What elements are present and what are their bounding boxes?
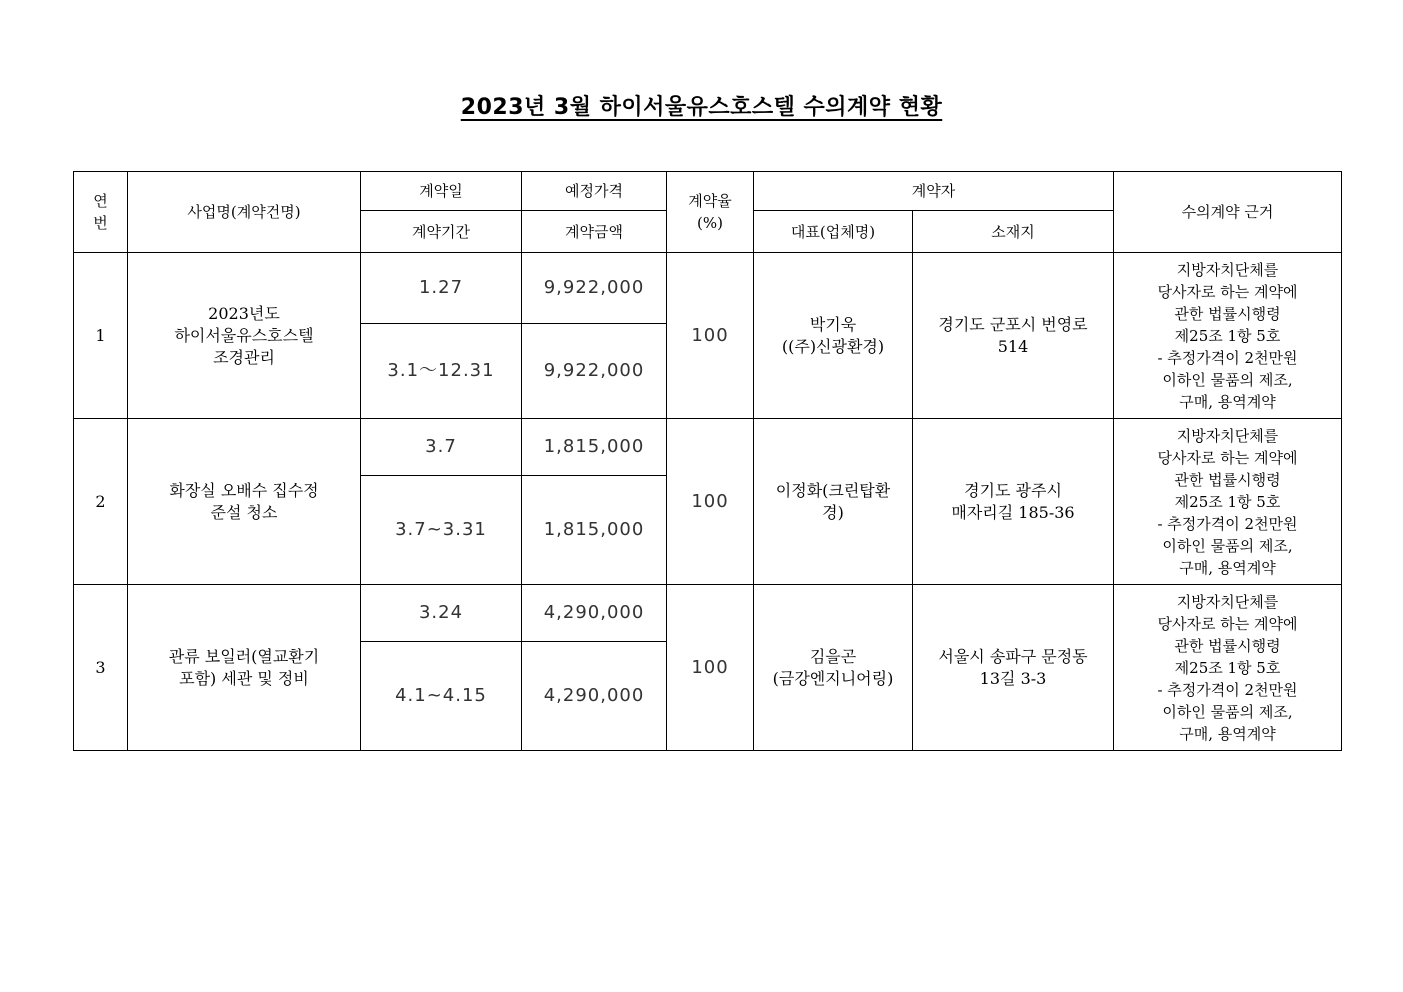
row-location: 경기도 군포시 번영로 514	[913, 253, 1114, 419]
row-contract-date: 3.7	[361, 419, 522, 476]
row-rate: 100	[667, 253, 754, 419]
row-representative: 이정화(크린탑환 경)	[754, 419, 913, 585]
header-representative: 대표(업체명)	[754, 211, 913, 253]
header-contract-amount: 계약금액	[522, 211, 667, 253]
row-contract-period: 3.1～12.31	[361, 324, 522, 419]
row-estimated-price: 9,922,000	[522, 253, 667, 324]
table-row	[74, 585, 1342, 642]
row-contract-date: 3.24	[361, 585, 522, 642]
row-representative: 김을곤 (금강엔지니어링)	[754, 585, 913, 751]
header-basis: 수의계약 근거	[1114, 172, 1342, 253]
row-estimated-price: 4,290,000	[522, 585, 667, 642]
header-contract-date: 계약일	[361, 172, 522, 211]
header-contract-period: 계약기간	[361, 211, 522, 253]
table-row	[74, 419, 1342, 476]
page-title: 2023년 3월 하이서울유스호스텔 수의계약 현황	[460, 95, 943, 120]
row-representative: 박기욱 ((주)신광환경)	[754, 253, 913, 419]
header-estimated-price: 예정가격	[522, 172, 667, 211]
row-no: 3	[74, 585, 128, 751]
row-contract-date: 1.27	[361, 253, 522, 324]
row-project: 화장실 오배수 집수정 준설 청소	[128, 419, 361, 585]
row-estimated-price: 1,815,000	[522, 419, 667, 476]
row-rate: 100	[667, 419, 754, 585]
table-row	[74, 253, 1342, 324]
header-project: 사업명(계약건명)	[128, 172, 361, 253]
row-basis: 지방자치단체를 당사자로 하는 계약에 관한 법률시행령 제25조 1항 5호 - 추정가격이 2천만원 이하인 물품의 제조, 구매, 용역계약	[1114, 419, 1342, 585]
header-no: 연 번	[74, 172, 128, 253]
header-row-1	[74, 172, 1342, 211]
row-project: 2023년도 하이서울유스호스텔 조경관리	[128, 253, 361, 419]
row-contract-amount: 9,922,000	[522, 324, 667, 419]
row-contract-period: 3.7~3.31	[361, 476, 522, 585]
row-no: 1	[74, 253, 128, 419]
row-basis: 지방자치단체를 당사자로 하는 계약에 관한 법률시행령 제25조 1항 5호 - 추정가격이 2천만원 이하인 물품의 제조, 구매, 용역계약	[1114, 585, 1342, 751]
row-basis: 지방자치단체를 당사자로 하는 계약에 관한 법률시행령 제25조 1항 5호 - 추정가격이 2천만원 이하인 물품의 제조, 구매, 용역계약	[1114, 253, 1342, 419]
row-no: 2	[74, 419, 128, 585]
header-location: 소재지	[913, 211, 1114, 253]
header-rate: 계약율 (%)	[667, 172, 754, 253]
row-contract-amount: 4,290,000	[522, 642, 667, 751]
row-location: 서울시 송파구 문정동 13길 3-3	[913, 585, 1114, 751]
row-project: 관류 보일러(열교환기 포함) 세관 및 정비	[128, 585, 361, 751]
row-contract-amount: 1,815,000	[522, 476, 667, 585]
contract-table	[73, 171, 1342, 751]
row-rate: 100	[667, 585, 754, 751]
row-contract-period: 4.1~4.15	[361, 642, 522, 751]
header-contractor: 계약자	[754, 172, 1114, 211]
row-location: 경기도 광주시 매자리길 185-36	[913, 419, 1114, 585]
